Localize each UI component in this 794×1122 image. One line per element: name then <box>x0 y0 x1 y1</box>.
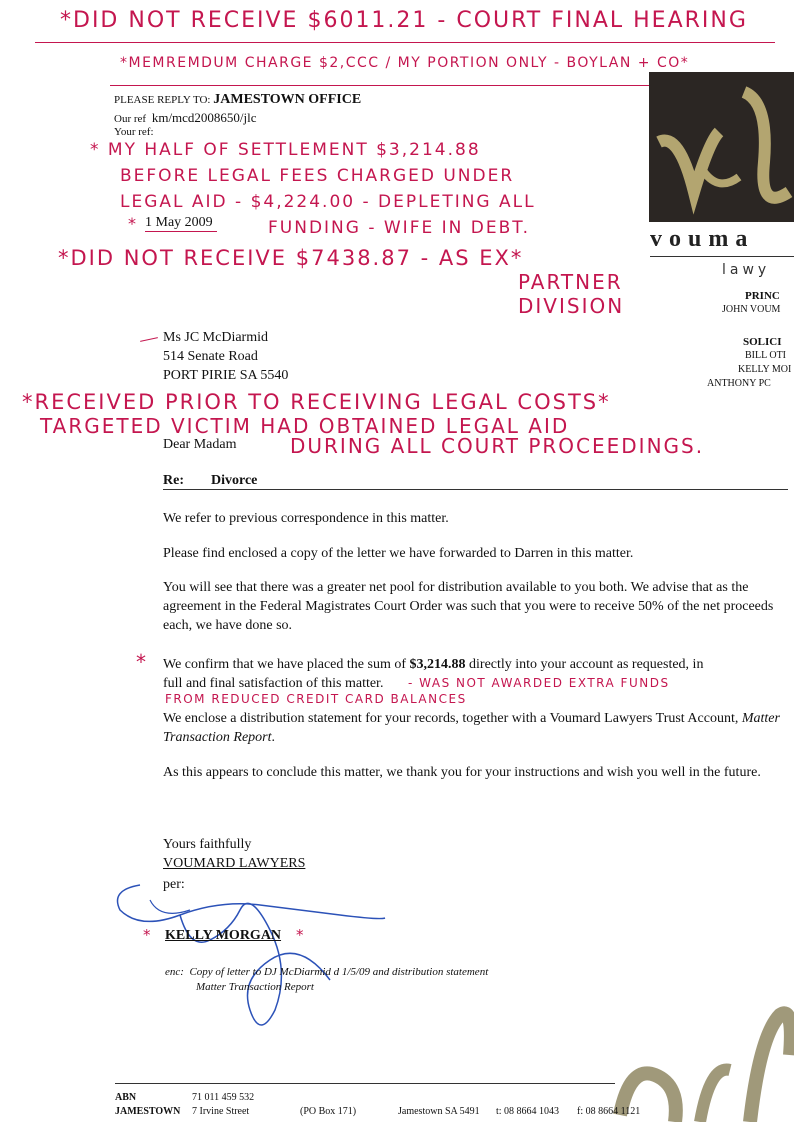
our-ref-value: km/mcd2008650/jlc <box>151 110 257 125</box>
firm-signoff: VOUMARD LAWYERS <box>163 856 306 871</box>
solicitor-name: BILL OTI <box>745 350 787 361</box>
logo-swirl-icon <box>649 72 794 222</box>
salutation: Dear Madam <box>163 437 237 452</box>
handwritten-received-line2: TARGETED VICTIM HAD OBTAINED LEGAL AID <box>40 414 570 438</box>
handwritten-not-awarded-line2: FROM REDUCED CREDIT CARD BALANCES <box>165 692 467 706</box>
enclosures <box>165 965 488 995</box>
paragraph-5 <box>163 709 788 747</box>
signatory-name: KELLY MORGAN <box>165 928 282 943</box>
paragraph-3: You will see that there was a greater net pool for distribution available to you both. We advise that as the agreement in the Federal Magistrates Court Order was such that you were to receive 50% of the net proceeds each, we have done so. <box>163 580 774 633</box>
handwritten-half-line2: BEFORE LEGAL FEES CHARGED UNDER <box>120 166 515 186</box>
recipient-city: PORT PIRIE SA 5540 <box>163 368 289 383</box>
firm-subtitle: lawy <box>722 262 771 278</box>
footer-abn-label: ABN <box>115 1092 137 1103</box>
paragraph-2: Please find enclosed a copy of the letter we have forwarded to Darren in this matter. <box>163 546 634 561</box>
per-label: per: <box>163 877 185 892</box>
enc-label: enc: <box>165 966 184 978</box>
footer-town: Jamestown SA 5491 <box>398 1106 480 1117</box>
enc-line1: Copy of letter to DJ McDiarmid d 1/5/09 and distribution statement <box>189 966 489 978</box>
firm-rule <box>650 256 794 257</box>
footer-office: JAMESTOWN <box>115 1106 181 1117</box>
signature-scribble-icon <box>100 870 400 1040</box>
solicitor-name: ANTHONY PC <box>707 378 771 389</box>
handwritten-note-top: *DID NOT RECEIVE $6011.21 - COURT FINAL HEARING <box>60 8 748 33</box>
handwritten-received-line3: DURING ALL COURT PROCEEDINGS. <box>290 434 705 458</box>
your-ref-label: Your ref: <box>114 126 154 138</box>
annotation-underline <box>35 42 775 43</box>
footer-po-box: (PO Box 171) <box>300 1106 357 1117</box>
handwritten-not-receive-line3: DIVISION <box>518 294 625 318</box>
firm-logo-image <box>649 72 794 222</box>
paragraph-6: As this appears to conclude this matter, we thank you for your instructions and wish you well in the future. <box>163 765 761 780</box>
footer-fax: f: 08 8664 1121 <box>577 1106 641 1117</box>
reply-label-text: PLEASE REPLY TO: <box>114 94 211 106</box>
handwritten-half-line4: FUNDING - WIFE IN DEBT. <box>268 218 531 238</box>
reply-office: JAMESTOWN OFFICE <box>213 92 362 107</box>
handwritten-not-receive-line1: *DID NOT RECEIVE $7438.87 - AS EX* <box>58 246 524 270</box>
annotation-dash <box>140 337 158 342</box>
re-label: Re: <box>163 473 184 488</box>
solicitor-name: KELLY MOI <box>738 364 792 375</box>
re-rule <box>163 489 788 490</box>
handwritten-note-memo: *MEMREMDUM CHARGE $2,CCC / MY PORTION ONLY - BOYLAN + CO* <box>120 55 690 71</box>
p5-end: . <box>271 730 276 745</box>
p4-text-after: directly into your account as requested, in <box>465 657 704 672</box>
recipient-address <box>163 328 288 385</box>
p4-line2: full and final satisfaction of this matter. <box>163 676 384 691</box>
recipient-name: Ms JC McDiarmid <box>163 330 268 345</box>
our-ref-label: Our ref <box>114 113 147 125</box>
solicitors-heading: SOLICI <box>743 336 782 348</box>
signatory-star-left: * <box>143 926 153 944</box>
paragraph-star: * <box>136 650 148 674</box>
paragraph-1: We refer to previous correspondence in this matter. <box>163 511 449 526</box>
footer-rule <box>115 1083 615 1084</box>
handwritten-received-line1: *RECEIVED PRIOR TO RECEIVING LEGAL COSTS* <box>22 390 611 414</box>
footer-street: 7 Irvine Street <box>192 1106 250 1117</box>
closing: Yours faithfully <box>163 837 252 852</box>
handwritten-not-awarded-line1: - WAS NOT AWARDED EXTRA FUNDS <box>408 676 670 690</box>
letter-date: 1 May 2009 <box>145 215 217 232</box>
footer-phone: t: 08 8664 1043 <box>496 1106 560 1117</box>
decorative-logo-mark-icon <box>600 995 794 1122</box>
principal-heading: PRINC <box>745 290 780 302</box>
annotation-underline <box>110 85 650 86</box>
p5-text: We enclose a distribution statement for your records, together with a Voumard Lawyers Trust Account, <box>163 711 742 726</box>
our-ref <box>114 110 257 126</box>
firm-name-logo: vouma <box>650 226 755 252</box>
handwritten-not-receive-line2: PARTNER <box>518 270 623 294</box>
date-star: * <box>128 214 138 233</box>
footer-abn-value: 71 011 459 532 <box>192 1092 255 1103</box>
re-subject: Divorce <box>211 473 258 488</box>
p4-text: We confirm that we have placed the sum of <box>163 657 410 672</box>
reply-label <box>114 92 361 108</box>
handwritten-half-line1: * MY HALF OF SETTLEMENT $3,214.88 <box>90 140 481 160</box>
p5-italic: Matter Transaction Report <box>163 711 780 745</box>
recipient-street: 514 Senate Road <box>163 349 258 364</box>
principal-name: JOHN VOUM <box>722 304 781 315</box>
handwritten-half-line3: LEGAL AID - $4,224.00 - DEPLETING ALL <box>120 192 536 212</box>
enc-line2: Matter Transaction Report <box>196 981 314 993</box>
signatory-star-right: * <box>296 926 306 944</box>
p4-amount: $3,214.88 <box>409 657 466 672</box>
